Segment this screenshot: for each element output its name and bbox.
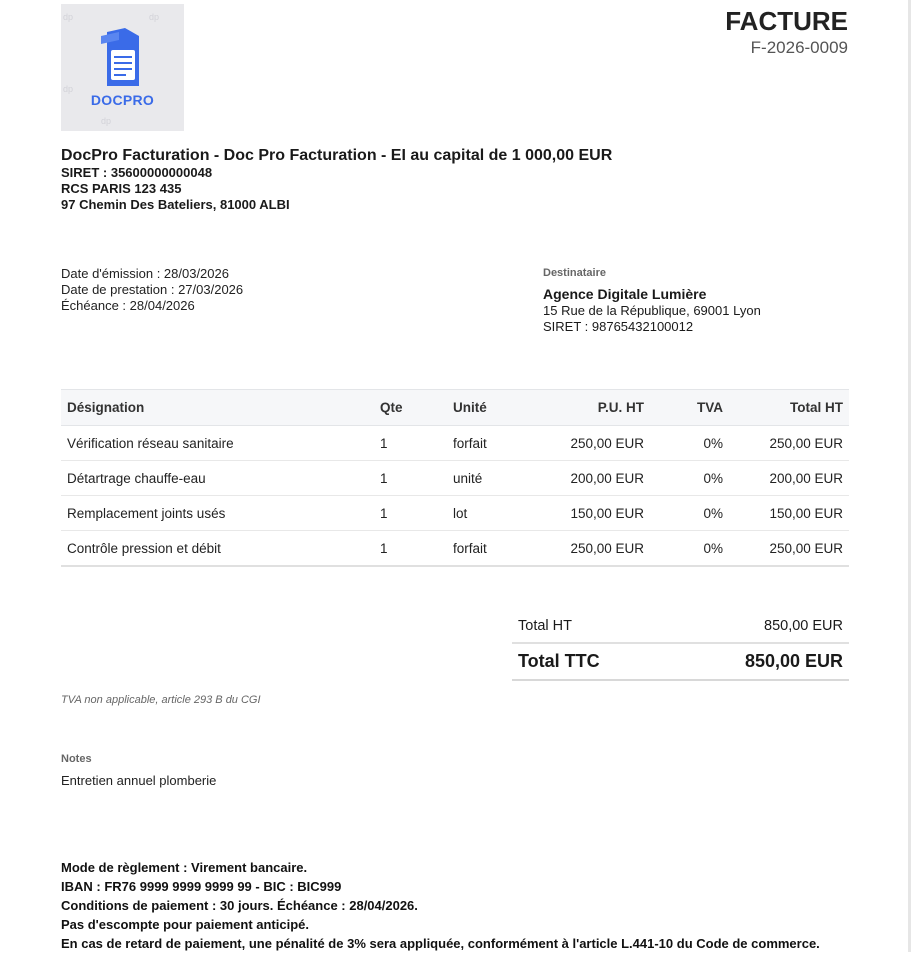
cell-unit: forfait — [447, 426, 546, 461]
total-ttc-value: 850,00 EUR — [744, 651, 843, 671]
recipient-label: Destinataire — [543, 267, 606, 279]
payment-method: Mode de règlement : Virement bancaire. — [61, 860, 308, 875]
cell-unit-price: 150,00 EUR — [546, 496, 650, 531]
issue-date: Date d'émission : 28/03/2026 — [61, 266, 229, 281]
recipient-address: 15 Rue de la République, 69001 Lyon — [543, 303, 761, 318]
logo-watermark: dp — [149, 12, 160, 22]
cell-qty: 1 — [374, 496, 447, 531]
company-info — [61, 146, 612, 213]
bank-details: IBAN : FR76 9999 9999 9999 99 - BIC : BIC999 — [61, 879, 342, 894]
vat-exemption-note: TVA non applicable, article 293 B du CGI — [61, 694, 261, 706]
due-date: Échéance : 28/04/2026 — [61, 298, 195, 313]
logo-watermark: dp — [63, 12, 74, 22]
service-date: Date de prestation : 27/03/2026 — [61, 282, 244, 297]
header-qty: Qte — [374, 390, 447, 426]
header-total: Total HT — [729, 390, 849, 426]
table-row — [61, 461, 849, 496]
table-row — [61, 496, 849, 531]
company-siret: SIRET : 35600000000048 — [61, 165, 213, 180]
cell-total: 250,00 EUR — [729, 531, 849, 567]
cell-vat: 0% — [650, 461, 729, 496]
cell-designation: Remplacement joints usés — [61, 496, 374, 531]
cell-unit-price: 250,00 EUR — [546, 531, 650, 567]
early-payment-discount: Pas d'escompte pour paiement anticipé. — [61, 917, 309, 932]
cell-vat: 0% — [650, 531, 729, 567]
logo-text: DOCPRO — [90, 92, 155, 108]
recipient-siret: SIRET : 98765432100012 — [543, 319, 694, 334]
header-unit: Unité — [447, 390, 546, 426]
total-ht-value: 850,00 EUR — [764, 618, 843, 634]
document-icon — [99, 26, 145, 88]
company-name: DocPro Facturation - Doc Pro Facturation - EI au capital de 1 000,00 EUR — [61, 147, 613, 164]
cell-designation: Contrôle pression et débit — [61, 531, 374, 567]
totals-block — [512, 610, 849, 681]
logo-watermark: dp — [63, 84, 74, 94]
cell-designation: Vérification réseau sanitaire — [61, 426, 374, 461]
cell-unit: unité — [447, 461, 546, 496]
cell-vat: 0% — [650, 496, 729, 531]
recipient-name: Agence Digitale Lumière — [543, 286, 707, 302]
cell-unit: forfait — [447, 531, 546, 567]
cell-vat: 0% — [650, 426, 729, 461]
invoice-dates — [61, 266, 243, 314]
cell-qty: 1 — [374, 531, 447, 567]
recipient-block — [543, 266, 761, 335]
cell-qty: 1 — [374, 461, 447, 496]
late-payment-penalty: En cas de retard de paiement, une pénalité de 3% sera appliquée, conformément à l'article L.441-10 du Code de commerce. — [61, 936, 820, 951]
cell-unit: lot — [447, 496, 546, 531]
cell-total: 150,00 EUR — [729, 496, 849, 531]
header-vat: TVA — [650, 390, 729, 426]
notes-text: Entretien annuel plomberie — [61, 773, 217, 788]
cell-unit-price: 200,00 EUR — [546, 461, 650, 496]
company-address: 97 Chemin Des Bateliers, 81000 ALBI — [61, 197, 290, 212]
cell-total: 200,00 EUR — [729, 461, 849, 496]
total-ttc-label: Total TTC — [518, 651, 600, 671]
notes-label: Notes — [61, 753, 92, 765]
company-rcs: RCS PARIS 123 435 — [61, 181, 182, 196]
cell-designation: Détartrage chauffe-eau — [61, 461, 374, 496]
total-ttc-row — [512, 644, 849, 681]
header-designation: Désignation — [61, 390, 374, 426]
table-row — [61, 426, 849, 461]
header-unit-price: P.U. HT — [546, 390, 650, 426]
cell-qty: 1 — [374, 426, 447, 461]
logo-watermark: dp — [101, 116, 112, 126]
table-row — [61, 531, 849, 567]
cell-unit-price: 250,00 EUR — [546, 426, 650, 461]
invoice-number: F-2026-0009 — [750, 38, 848, 57]
cell-total: 250,00 EUR — [729, 426, 849, 461]
total-ht-label: Total HT — [518, 618, 572, 634]
payment-terms — [61, 858, 820, 953]
line-items-table — [61, 389, 849, 567]
payment-conditions: Conditions de paiement : 30 jours. Échéance : 28/04/2026. — [61, 898, 418, 913]
document-title: FACTURE — [725, 6, 848, 36]
total-ht-row — [512, 610, 849, 644]
company-logo — [61, 4, 184, 131]
table-header-row — [61, 390, 849, 426]
